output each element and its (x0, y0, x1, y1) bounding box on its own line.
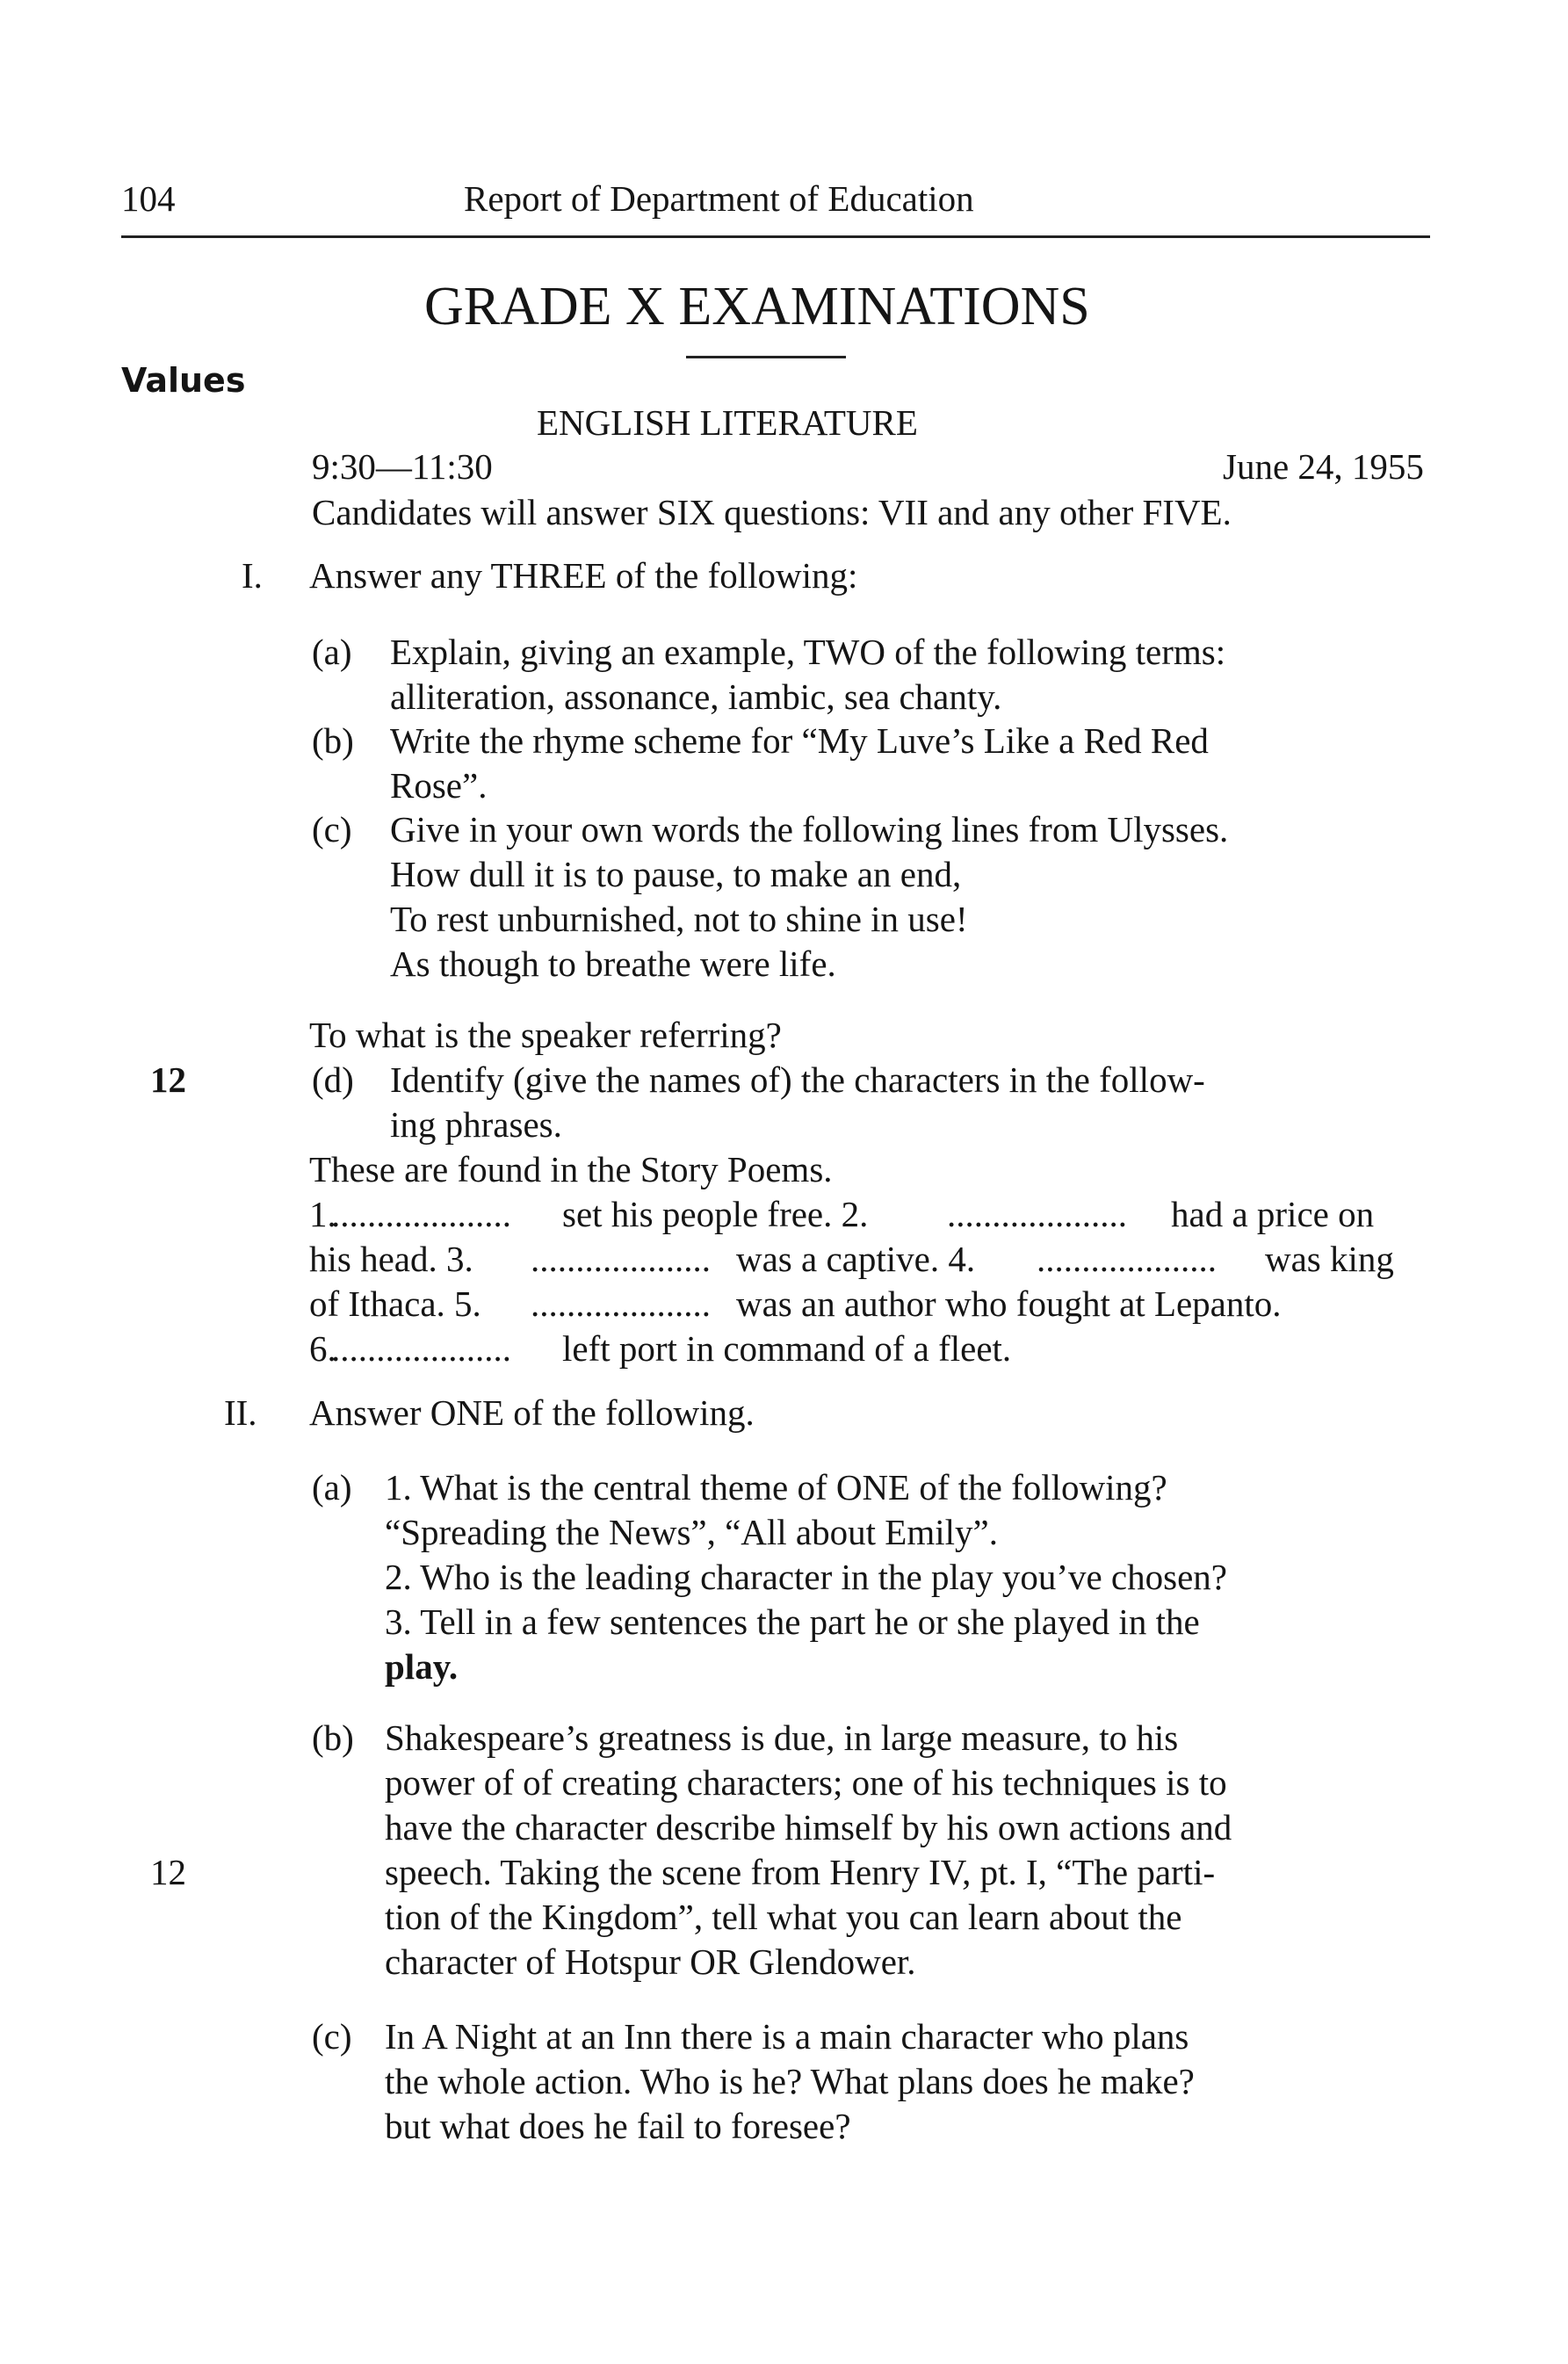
q1b-label: (b) (312, 720, 354, 761)
q1d-blank4: .................... (1037, 1239, 1217, 1279)
q2a-label: (a) (312, 1467, 352, 1507)
part1-heading: Answer any THREE of the following: (309, 555, 858, 596)
q2a-line5: play. (385, 1646, 459, 1687)
q1c-line1: Give in your own words the following lines from Ulysses. (390, 809, 1229, 849)
q1c-label: (c) (312, 809, 352, 849)
q1a-label: (a) (312, 632, 352, 672)
part2-numeral: II. (224, 1392, 257, 1433)
q2c-line2: the whole action. Who is he? What plans does he make? (385, 2061, 1195, 2101)
q1c-poem1: How dull it is to pause, to make an end, (390, 854, 962, 894)
exam-title: GRADE X EXAMINATIONS (424, 277, 1090, 336)
q2c-line1: In A Night at an Inn there is a main character who plans (385, 2016, 1189, 2057)
q1d-text3: his head. 3. (309, 1239, 473, 1279)
q2a-line1: 1. What is the central theme of ONE of the following? (385, 1467, 1167, 1507)
q1d-line2: ing phrases. (390, 1104, 562, 1145)
q2b-line4: speech. Taking the scene from Henry IV, pt. I, “The parti- (385, 1852, 1216, 1892)
q1d-text8: 6. (309, 1328, 336, 1369)
q2a-line4: 3. Tell in a few sentences the part he or she played in the (385, 1601, 1200, 1642)
q1d-line3: These are found in the Story Poems. (309, 1149, 833, 1189)
q1d-text6: of Ithaca. 5. (309, 1283, 481, 1324)
q1d-text5: was king (1265, 1239, 1394, 1279)
q1a-line2: alliteration, assonance, iambic, sea chanty. (390, 676, 1002, 717)
q1d-blank6: .................... (331, 1328, 511, 1369)
q1d-blank1-number: 1. (309, 1194, 336, 1234)
title-rule (686, 356, 846, 358)
q1b-line2: Rose”. (390, 765, 488, 806)
values-part2: 12 (150, 1852, 186, 1892)
subject-heading: ENGLISH LITERATURE (537, 402, 918, 443)
q1a-line1: Explain, giving an example, TWO of the following terms: (390, 632, 1226, 672)
q2b-line3: have the character describe himself by his own actions and (385, 1807, 1232, 1847)
q1d-text4: was a captive. 4. (736, 1239, 976, 1279)
q1c-poem2: To rest unburnished, not to shine in use! (390, 899, 968, 939)
q1d-blank1: .................... (331, 1194, 511, 1234)
q2c-label: (c) (312, 2016, 352, 2057)
part2-heading: Answer ONE of the following. (309, 1392, 755, 1433)
values-part1: 12 (150, 1059, 186, 1100)
q1d-text2: had a price on (1171, 1194, 1375, 1234)
q2a-line3: 2. Who is the leading character in the play you’ve chosen? (385, 1557, 1227, 1597)
q1c-poem3: As though to breathe were life. (390, 943, 836, 984)
q2c-line3: but what does he fail to foresee? (385, 2106, 851, 2146)
q1c-followup: To what is the speaker referring? (309, 1015, 782, 1055)
q1d-blank3: .................... (531, 1239, 711, 1279)
q2b-line1: Shakespeare’s greatness is due, in large measure, to his (385, 1717, 1179, 1758)
q1d-blank2: .................... (947, 1194, 1127, 1234)
q2a-line2: “Spreading the News”, “All about Emily”. (385, 1512, 998, 1552)
q1d-text7: was an author who fought at Lepanto. (736, 1283, 1282, 1324)
q2b-line5: tion of the Kingdom”, tell what you can learn about the (385, 1897, 1182, 1937)
q1b-line1: Write the rhyme scheme for “My Luve’s Like a Red Red (390, 720, 1209, 761)
q1d-text9: left port in command of a fleet. (562, 1328, 1012, 1369)
q1d-label: (d) (312, 1059, 354, 1100)
q1d-line1: Identify (give the names of) the characters in the follow- (390, 1059, 1205, 1100)
part1-numeral: I. (242, 555, 263, 596)
q2b-line6: character of Hotspur OR Glendower. (385, 1941, 916, 1982)
instructions: Candidates will answer SIX questions: VII and any other FIVE. (312, 492, 1232, 532)
header-rule (121, 235, 1430, 238)
running-title: Report of Department of Education (464, 178, 974, 219)
q2b-line2: power of of creating characters; one of his techniques is to (385, 1762, 1227, 1803)
exam-date: June 24, 1955 (1223, 446, 1424, 487)
q1d-blank5: .................... (531, 1283, 711, 1324)
q1d-text1: set his people free. 2. (562, 1194, 869, 1234)
page-number: 104 (121, 178, 176, 219)
exam-time: 9:30—11:30 (312, 446, 493, 487)
q2b-label: (b) (312, 1717, 354, 1758)
values-label: Values (121, 361, 246, 400)
